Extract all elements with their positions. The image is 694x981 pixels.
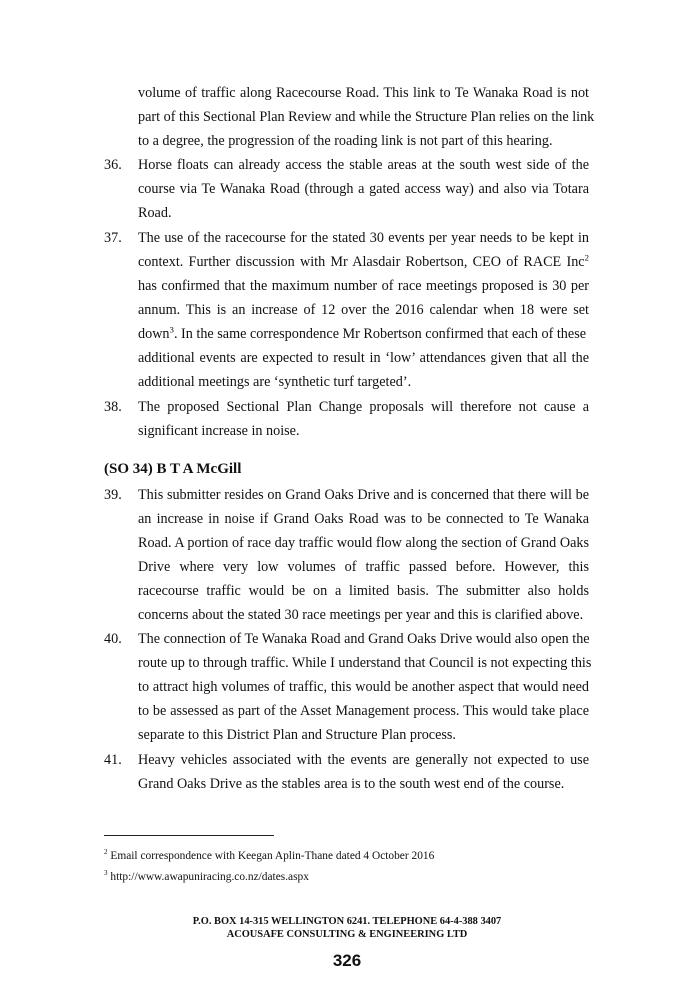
paragraph-line: concerns about the stated 30 race meetings per year and this is clarified above. [138, 607, 584, 623]
footnote-text: http://www.awapuniracing.co.nz/dates.aspx [110, 871, 309, 883]
footnote-text: Email correspondence with Keegan Aplin-Thane dated 4 October 2016 [110, 850, 435, 862]
footnote-mark: 3 [104, 869, 108, 878]
footnote-ref: 2 [584, 252, 589, 263]
paragraph-line [138, 252, 589, 270]
paragraph-line: course via Te Wanaka Road (through a gated access way) and also via Totara [138, 181, 589, 197]
paragraph-line: Heavy vehicles associated with the events are generally not expected to use [138, 752, 589, 768]
footnote-separator [104, 835, 274, 836]
paragraph-line: additional events are expected to result in ‘low’ attendances given that all the [138, 350, 589, 366]
paragraph-line: annum. This is an increase of 12 over the 2016 calendar when 18 were set [138, 302, 589, 318]
paragraph-line: to a degree, the progression of the roading link is not part of this hearing. [138, 133, 553, 149]
footnote-mark: 2 [104, 848, 108, 857]
footnote-ref: 3 [169, 324, 174, 335]
line-text-part: . In the same correspondence Mr Robertson confirmed that each of these [173, 326, 587, 342]
paragraph-line: part of this Sectional Plan Review and while the Structure Plan relies on the link [138, 109, 595, 125]
paragraph-line: Grand Oaks Drive as the stables area is to the south west end of the course. [138, 776, 565, 792]
paragraph-number: 36. [104, 157, 122, 173]
paragraph-line: to attract high volumes of traffic, this would be another aspect that would need [138, 679, 589, 695]
paragraph-line: This submitter resides on Grand Oaks Drive and is concerned that there will be [138, 487, 589, 503]
paragraph-line: significant increase in noise. [138, 423, 300, 439]
paragraph-line: The use of the racecourse for the stated 30 events per year needs to be kept in [138, 230, 589, 246]
line-text-part: down [138, 326, 170, 342]
paragraph-line: route up to through traffic. While I understand that Council is not expecting this [138, 655, 592, 671]
footer-address: P.O. BOX 14-315 WELLINGTON 6241. TELEPHONE 64-4-388 3407 [192, 916, 502, 927]
paragraph-number: 38. [104, 399, 122, 415]
paragraph-line: The proposed Sectional Plan Change proposals will therefore not cause a [138, 399, 589, 415]
paragraph-line: Road. [138, 205, 172, 221]
page-number: 326 [332, 951, 362, 970]
paragraph-line: racecourse traffic would be on a limited basis. The submitter also holds [138, 583, 589, 599]
paragraph-line [138, 324, 589, 342]
line-text: context. Further discussion with Mr Alasdair Robertson, CEO of RACE Inc [138, 254, 585, 270]
paragraph-line: to be assessed as part of the Asset Management process. This would take place [138, 703, 589, 719]
paragraph-line: has confirmed that the maximum number of race meetings proposed is 30 per [138, 278, 589, 294]
paragraph-line: an increase in noise if Grand Oaks Road was to be connected to Te Wanaka [138, 511, 589, 527]
paragraph-line: volume of traffic along Racecourse Road. This link to Te Wanaka Road is not [138, 85, 589, 101]
section-heading: (SO 34) B T A McGill [104, 461, 242, 477]
paragraph-line: Drive where very low volumes of traffic passed before. However, this [138, 559, 589, 575]
paragraph-line: additional meetings are ‘synthetic turf targeted’. [138, 374, 412, 390]
paragraph-line: Horse floats can already access the stable areas at the south west side of the [138, 157, 589, 173]
paragraph-line: separate to this District Plan and Structure Plan process. [138, 727, 456, 743]
line-text [138, 324, 587, 342]
paragraph-number: 37. [104, 230, 122, 246]
footer-company: ACOUSAFE CONSULTING & ENGINEERING LTD [226, 929, 468, 940]
paragraph-number: 39. [104, 487, 122, 503]
paragraph-line: Road. A portion of race day traffic would flow along the section of Grand Oaks [138, 535, 589, 551]
paragraph-number: 40. [104, 631, 122, 647]
paragraph-line: The connection of Te Wanaka Road and Grand Oaks Drive would also open the [138, 631, 590, 647]
paragraph-number: 41. [104, 752, 122, 768]
footnote [104, 869, 309, 883]
footnote [104, 848, 435, 862]
